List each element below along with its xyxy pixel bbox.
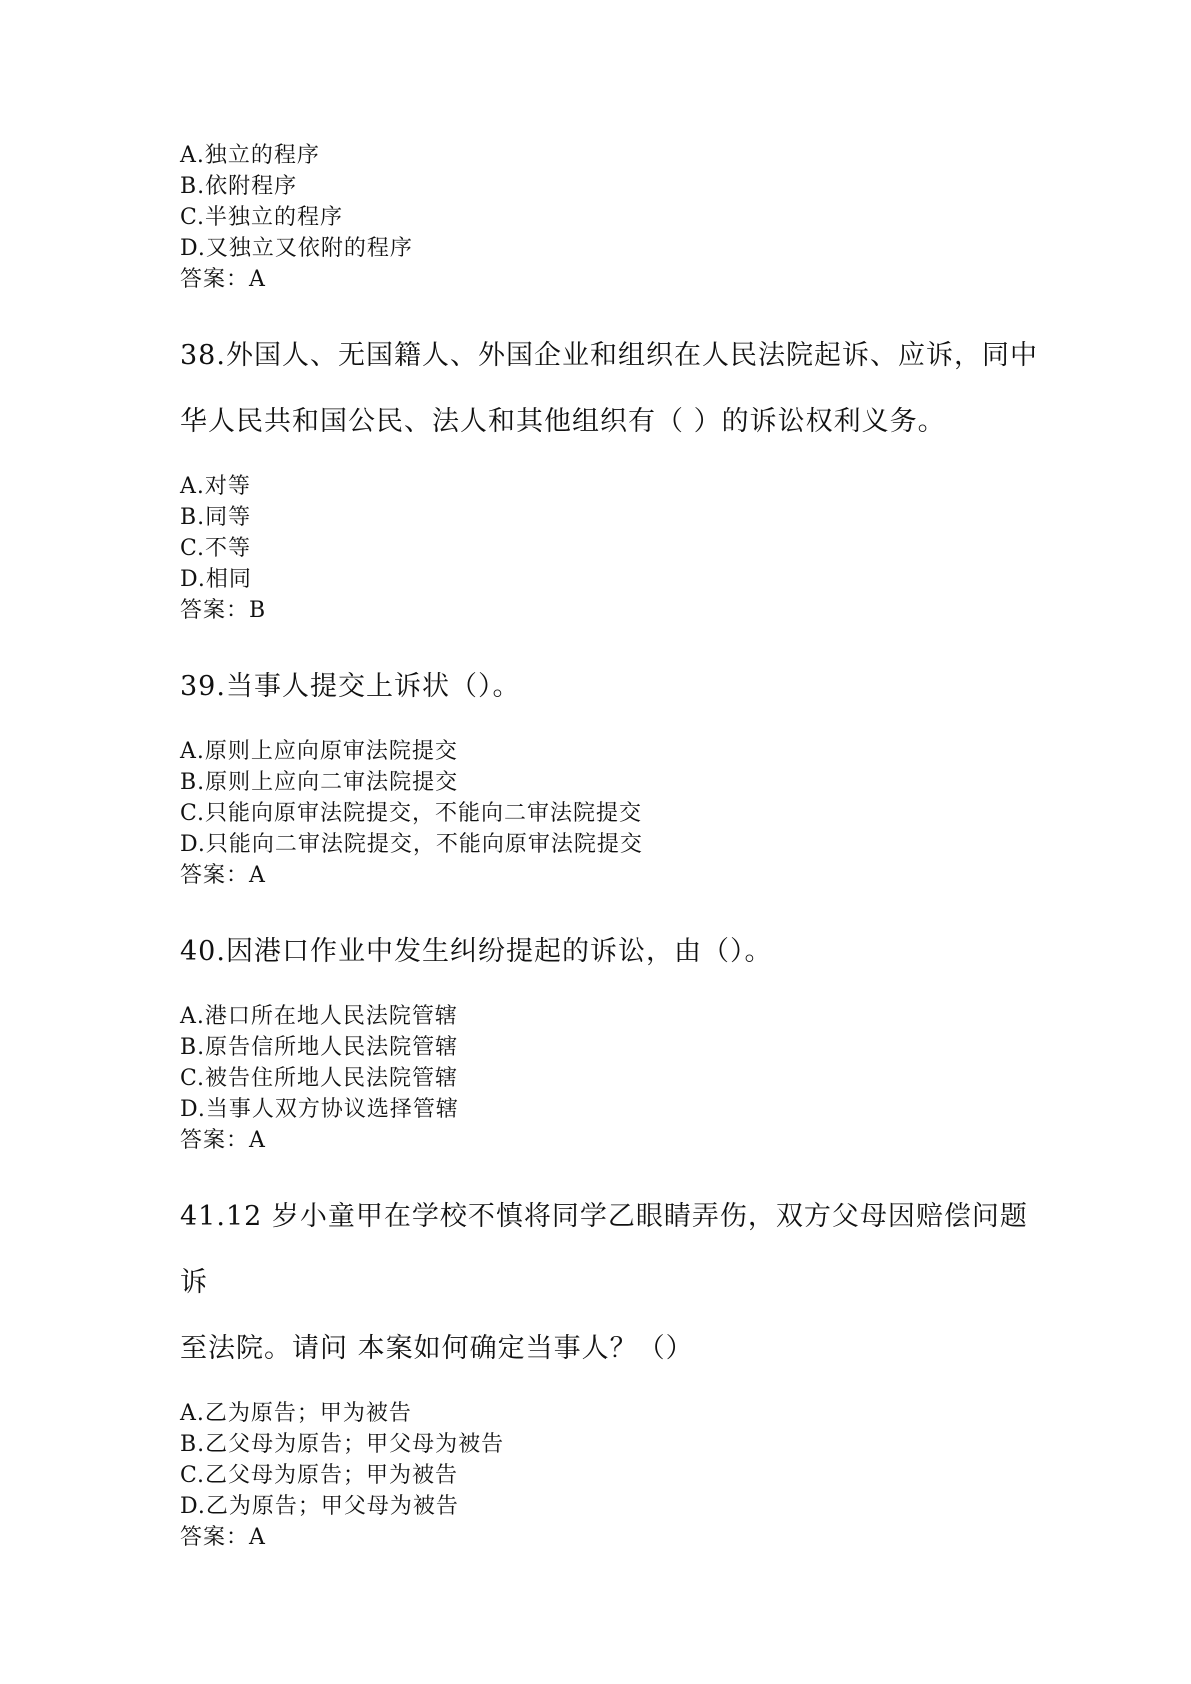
document-page xyxy=(180,140,1040,1553)
answer-line: 答案：A xyxy=(180,1128,266,1153)
question-block-38 xyxy=(180,323,1040,626)
option-b: B.同等 xyxy=(180,505,252,530)
option-c: C.乙父母为原告；甲为被告 xyxy=(180,1463,459,1488)
option-d: D.当事人双方协议选择管辖 xyxy=(180,1097,459,1122)
option-b: B.乙父母为原告；甲父母为被告 xyxy=(180,1432,505,1457)
question-text-line: 华人民共和国公民、法人和其他组织有（ ）的诉讼权利义务。 xyxy=(180,406,946,437)
options-list xyxy=(180,140,1040,264)
option-a: A.对等 xyxy=(180,474,251,499)
question-text-line: 41.12 岁小童甲在学校不慎将同学乙眼睛弄伤，双方父母因赔偿问题诉 xyxy=(180,1201,1028,1298)
option-d: D.相同 xyxy=(180,567,252,592)
question-text-line: 38.外国人、无国籍人、外国企业和组织在人民法院起诉、应诉，同中 xyxy=(180,340,1038,371)
options-list xyxy=(180,471,1040,595)
option-c: C.被告住所地人民法院管辖 xyxy=(180,1066,459,1091)
question-block-37 xyxy=(180,140,1040,295)
question-block-40 xyxy=(180,919,1040,1156)
answer-line: 答案：A xyxy=(180,267,266,292)
answer-line: 答案：B xyxy=(180,598,267,623)
answer-line: 答案：A xyxy=(180,1525,266,1550)
option-c: C.只能向原审法院提交，不能向二审法院提交 xyxy=(180,801,643,826)
question-block-41 xyxy=(180,1184,1040,1553)
options-list xyxy=(180,1398,1040,1522)
option-a: A.乙为原告；甲为被告 xyxy=(180,1401,412,1426)
option-b: B.原则上应向二审法院提交 xyxy=(180,770,459,795)
question-text-line: 40.因港口作业中发生纠纷提起的诉讼，由（）。 xyxy=(180,936,773,967)
option-d: D.只能向二审法院提交，不能向原审法院提交 xyxy=(180,832,643,857)
option-a: A.港口所在地人民法院管辖 xyxy=(180,1004,458,1029)
options-list xyxy=(180,1001,1040,1125)
question-block-39 xyxy=(180,654,1040,891)
option-b: B.原告信所地人民法院管辖 xyxy=(180,1035,459,1060)
option-a: A.原则上应向原审法院提交 xyxy=(180,739,458,764)
question-text-line: 39.当事人提交上诉状（）。 xyxy=(180,671,521,702)
option-a: A.独立的程序 xyxy=(180,143,320,168)
answer-line: 答案：A xyxy=(180,863,266,888)
option-c: C.半独立的程序 xyxy=(180,205,344,230)
option-b: B.依附程序 xyxy=(180,174,298,199)
option-c: C.不等 xyxy=(180,536,252,561)
option-d: D.又独立又依附的程序 xyxy=(180,236,413,261)
question-text-line: 至法院。请问 本案如何确定当事人？（） xyxy=(180,1333,694,1364)
options-list xyxy=(180,736,1040,860)
option-d: D.乙为原告；甲父母为被告 xyxy=(180,1494,459,1519)
